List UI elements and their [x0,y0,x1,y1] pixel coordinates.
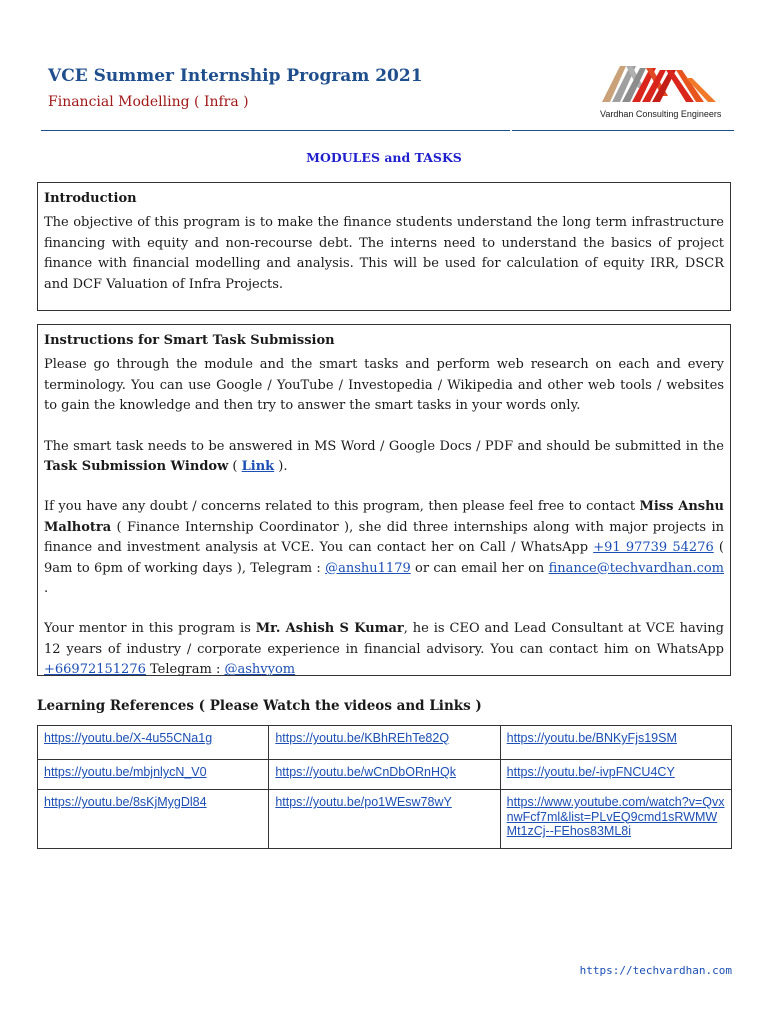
section-heading: MODULES and TASKS [306,150,462,165]
footer-url[interactable]: https://techvardhan.com [579,964,732,977]
reference-link[interactable]: https://youtu.be/BNKyFjs19SM [500,726,731,760]
reference-link[interactable]: https://youtu.be/mbjnlycN_V0 [38,760,269,790]
table-row [38,790,732,849]
table-row [38,760,732,790]
introduction-body: The objective of this program is to make the finance students understand the long term infrastructure financing with equity and non-recourse debt. The interns need to understand the basics of project finance with financial modelling and analysis. This will be used for calculation of equity IRR, DSCR and DCF Valuation of Infra Projects. [44,215,724,292]
instructions-box [37,324,731,676]
coordinator-telegram-link[interactable]: @anshu1179 [325,560,411,576]
instructions-paragraph-4: Your mentor in this program is Mr. Ashish S Kumar, he is CEO and Lead Consultant at VCE having 12 years of industry / corporate experience in financial advisory. You can contact him on WhatsApp +66972151276 Telegram : @ashvyom [44,621,724,678]
reference-link[interactable]: https://youtu.be/po1WEsw78wY [269,790,500,849]
coordinator-name: Miss Anshu Malhotra [44,499,724,535]
coordinator-email-link[interactable]: finance@techvardhan.com [548,560,724,576]
task-submission-window: Task Submission Window [44,459,229,475]
reference-link[interactable]: https://youtu.be/KBhREhTe82Q [269,726,500,760]
logo-caption: Vardhan Consulting Engineers [600,109,722,119]
instructions-paragraph-3: If you have any doubt / concerns related to this program, then please feel free to contact Miss Anshu Malhotra ( Finance Internship Coordinator ), she did three internships along with major projects in finance and investment analysis at VCE. You can contact her on Call / WhatsApp +91 97739 54276 ( 9am to 6pm of working days ), Telegram : @anshu1179 or can email her on finance@techvardhan.com . [44,499,724,597]
references-table [37,725,732,849]
mentor-telegram-link[interactable]: @ashvyom [224,662,296,678]
reference-link[interactable]: https://www.youtube.com/watch?v=QvxnwFcf7ml&list=PLvEQ9cmd1sRWMWMt1zCj--FEhos83ML8i [500,790,731,849]
instructions-paragraph-2: The smart task needs to be answered in MS Word / Google Docs / PDF and should be submitted in the Task Submission Window ( Link ). [44,438,724,475]
mentor-phone-link[interactable]: +66972151276 [44,662,146,678]
instructions-paragraph-1: Please go through the module and the smart tasks and perform web research on each and every terminology. You can use Google / YouTube / Investopedia / Wikipedia and other web tools / websites to gain the knowledge and then try to answer the smart tasks in your words only. [44,357,724,414]
reference-link[interactable]: https://youtu.be/-ivpFNCU4CY [500,760,731,790]
coordinator-phone-link[interactable]: +91 97739 54276 [593,540,714,556]
header-rule-left [41,130,510,131]
reference-link[interactable]: https://youtu.be/wCnDbORnHQk [269,760,500,790]
header-subtitle: Financial Modelling ( Infra ) [48,94,249,110]
reference-link[interactable]: https://youtu.be/X-4u55CNa1g [38,726,269,760]
references-title: Learning References ( Please Watch the videos and Links ) [37,698,482,714]
introduction-box [37,182,731,311]
table-row [38,726,732,760]
instructions-title: Instructions for Smart Task Submission [44,333,335,348]
reference-link[interactable]: https://youtu.be/8sKjMygDl84 [38,790,269,849]
introduction-title: Introduction [44,191,137,206]
header-rule-right [512,130,734,131]
mentor-name: Mr. Ashish S Kumar [255,621,404,637]
header-title: VCE Summer Internship Program 2021 [48,66,423,86]
submission-link[interactable]: Link [241,459,275,475]
